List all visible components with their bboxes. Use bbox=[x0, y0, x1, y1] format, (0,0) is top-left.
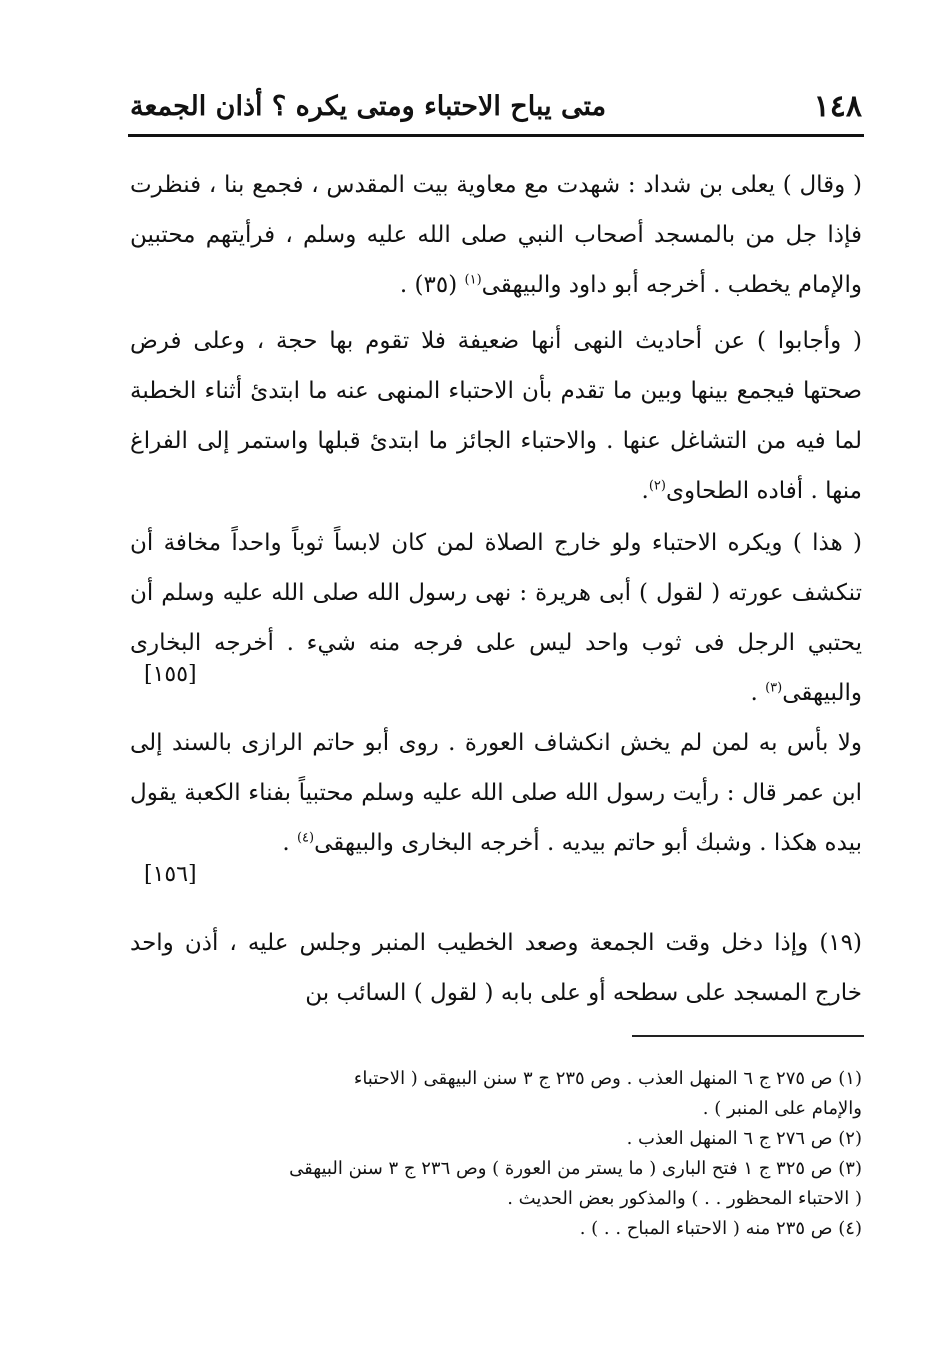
footnote-rule bbox=[632, 1035, 864, 1037]
paragraph: ( وقال ) يعلى بن شداد : شهدت مع معاوية بيت المقدس ، فجمع بنا ، فنظرت فإذا جل من بالمسجد أصحاب النبي صلى الله عليه وسلم ، فرأيتهم محتبين والإمام يخطب . أخرجه أبو داود والبيهقى$^{(١)}$ (٣٥) . bbox=[130, 172, 862, 298]
footnote-marker: (١) bbox=[464, 272, 482, 288]
footnote-3: (٣) ص ٣٢٥ ج ١ فتح البارى ( ما يستر من العورة ) وص ٢٣٦ ج ٣ سنن البيهقى bbox=[289, 1158, 862, 1179]
footnote-1: (١) ص ٢٧٥ ج ٦ المنهل العذب . وص ٢٣٥ ج ٣ سنن البيهقى ( الاحتباء bbox=[353, 1068, 862, 1089]
paragraph: ( هذا ) ويكره الاحتباء ولو خارج الصلاة لمن كان لابساً ثوباً واحداً مخافة أن تنكشف عورته ( لقول ) أبى هريرة : نهى رسول الله صلى الله عليه وسلم أن يحتبي الرجل فى ثوب واحد ليس على فرجه منه شيء . أخرجه البخارى والبيهقى$^{(٣)}$ . bbox=[130, 530, 862, 706]
footnote-2: (٢) ص ٢٧٦ ج ٦ المنهل العذب . bbox=[626, 1128, 862, 1149]
running-title: متى يباح الاحتباء ومتى يكره ؟ أذان الجمعة bbox=[130, 90, 607, 122]
paragraph: (١٩) وإذا دخل وقت الجمعة وصعد الخطيب المنبر وجلس عليه ، أذن واحد خارج المسجد على سطحه أو على بابه ( لقول ) السائب بن bbox=[130, 930, 862, 1006]
reference-mark: [١٥٥] bbox=[144, 662, 197, 687]
footnote-marker: (٤) bbox=[296, 830, 315, 846]
footnote-marker: (٢) bbox=[648, 478, 666, 494]
reference-mark: [١٥٦] bbox=[144, 862, 197, 887]
header-rule bbox=[128, 134, 864, 137]
footnote-1-cont: والإمام على المنبر ) . bbox=[702, 1098, 862, 1119]
paragraph: ( وأجابوا ) عن أحاديث النهى أنها ضعيفة فلا تقوم بها حجة ، وعلى فرض صحتها فيجمع بينها وبين ما تقدم بأن الاحتباء المنهى عنه ما ابتدئ أثناء الخطبة لما فيه من التشاغل عنها . والاحتباء الجائز ما ابتدئ قبلها واستمر إلى الفراغ منها . أفاده الطحاوى$^{(٢)}$. bbox=[130, 328, 862, 504]
footnote-marker: (٣) bbox=[765, 680, 783, 696]
paragraph: ولا بأس به لمن لم يخش انكشاف العورة . روى أبو حاتم الرازى بالسند إلى ابن عمر قال : رأيت رسول الله صلى الله عليه وسلم محتبياً بفناء الكعبة يقول بيده هكذا . وشبك أبو حاتم بيديه . أخرجه البخارى والبيهقى$^{(٤)}$ . bbox=[130, 730, 862, 856]
footnote-3-cont: ( الاحتباء المحظور . . ) والمذكور بعض الحديث . bbox=[507, 1188, 862, 1209]
page-header bbox=[130, 78, 862, 134]
page-number: ١٤٨ bbox=[813, 88, 862, 124]
footnotes bbox=[130, 1064, 862, 1244]
footnote-4: (٤) ص ٢٣٥ منه ( الاحتباء المباح . . ) . bbox=[579, 1218, 862, 1239]
